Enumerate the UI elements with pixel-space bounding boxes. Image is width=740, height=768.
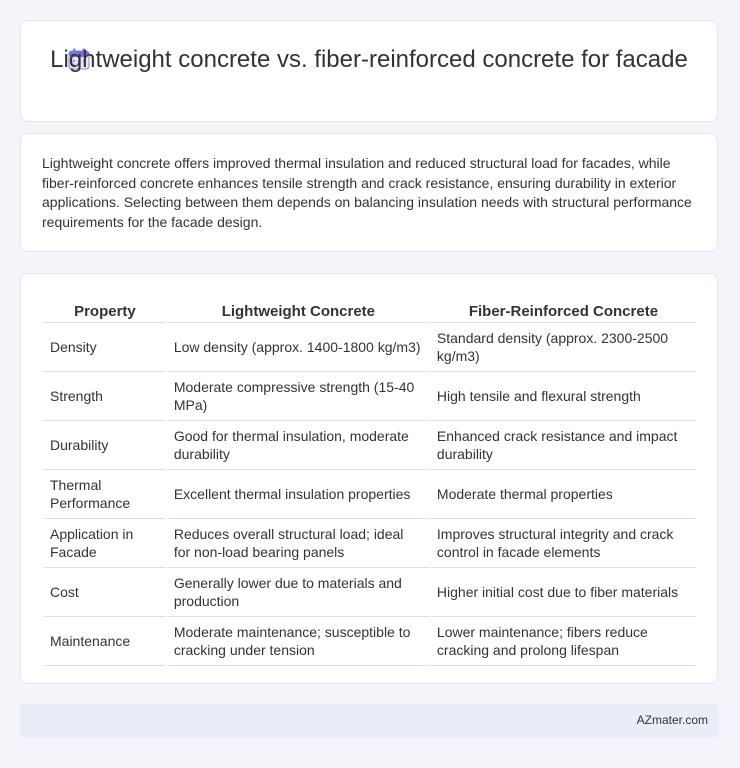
cell-property: Maintenance <box>44 617 166 666</box>
table-row <box>44 470 696 519</box>
cell-property: Cost <box>44 568 166 617</box>
footer-bar <box>20 704 718 738</box>
table-row <box>44 372 696 421</box>
cell-fiber-reinforced: Enhanced crack resistance and impact durability <box>431 421 696 470</box>
cell-property: Durability <box>44 421 166 470</box>
table-header-row <box>44 294 696 323</box>
cell-fiber-reinforced: Improves structural integrity and crack control in facade elements <box>431 519 696 568</box>
table-row <box>44 421 696 470</box>
table-row <box>44 617 696 666</box>
header-lightweight: Lightweight Concrete <box>168 294 429 323</box>
cell-fiber-reinforced: Lower maintenance; fibers reduce cracking and prolong lifespan <box>431 617 696 666</box>
cell-lightweight: Good for thermal insulation, moderate durability <box>168 421 429 470</box>
table-row <box>44 568 696 617</box>
cell-property: Density <box>44 323 166 372</box>
cell-fiber-reinforced: Moderate thermal properties <box>431 470 696 519</box>
header-property: Property <box>44 294 166 323</box>
cell-lightweight: Low density (approx. 1400-1800 kg/m3) <box>168 323 429 372</box>
footer-site-label: AZmater.com <box>636 713 708 727</box>
cell-property: Strength <box>44 372 166 421</box>
cell-fiber-reinforced: Standard density (approx. 2300-2500 kg/m3) <box>431 323 696 372</box>
table-row <box>44 323 696 372</box>
title-card <box>20 20 718 122</box>
cell-property: Application in Facade <box>44 519 166 568</box>
cell-lightweight: Moderate compressive strength (15-40 MPa) <box>168 372 429 421</box>
table-row <box>44 519 696 568</box>
cell-lightweight: Moderate maintenance; susceptible to cracking under tension <box>168 617 429 666</box>
summary-card <box>20 133 718 252</box>
cell-fiber-reinforced: High tensile and flexural strength <box>431 372 696 421</box>
cell-fiber-reinforced: Higher initial cost due to fiber materials <box>431 568 696 617</box>
header-fiber-reinforced: Fiber-Reinforced Concrete <box>431 294 696 323</box>
cell-lightweight: Reduces overall structural load; ideal for non-load bearing panels <box>168 519 429 568</box>
comparison-table-card <box>20 273 718 684</box>
comparison-table <box>42 294 698 666</box>
page-title: Lightweight concrete vs. fiber-reinforced concrete for facade <box>50 46 688 73</box>
cell-lightweight: Excellent thermal insulation properties <box>168 470 429 519</box>
summary-text: Lightweight concrete offers improved thermal insulation and reduced structural load for facades, while fiber-reinforced concrete enhances tensile strength and crack resistance, ensuring durability in exterior applications. Selecting between them depends on balancing insulation needs with structural performance requirements for the facade design. <box>42 155 692 230</box>
cell-lightweight: Generally lower due to materials and production <box>168 568 429 617</box>
cell-property: Thermal Performance <box>44 470 166 519</box>
